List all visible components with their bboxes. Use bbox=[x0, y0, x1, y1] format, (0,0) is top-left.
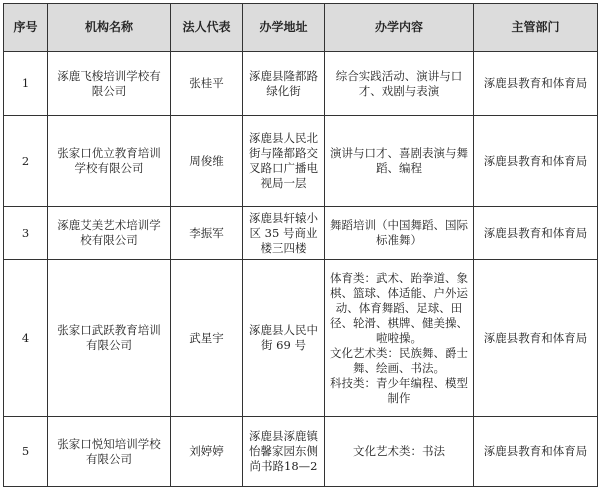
cell-school-content bbox=[325, 52, 474, 116]
content-line: 演讲与口才、喜剧表演与舞蹈、编程 bbox=[330, 146, 468, 175]
cell-supervising-department: 涿鹿县教育和体育局 bbox=[474, 52, 598, 116]
cell-school-content bbox=[325, 207, 474, 260]
cell-serial-number: 4 bbox=[4, 260, 48, 417]
content-line: 综合实践活动、演讲与口才、戏剧与表演 bbox=[335, 68, 463, 98]
cell-school-address: 涿鹿县轩辕小区 35 号商业楼三四楼 bbox=[243, 207, 325, 260]
table-row bbox=[4, 52, 598, 116]
cell-school-content bbox=[325, 260, 474, 417]
cell-legal-representative: 周俊维 bbox=[171, 116, 243, 207]
content-line: 舞蹈培训（中国舞蹈、国际标准舞） bbox=[330, 218, 468, 247]
table-row bbox=[4, 116, 598, 207]
table-row bbox=[4, 260, 598, 417]
content-line-tech: 科技类：青少年编程、模型制作 bbox=[330, 375, 468, 405]
cell-serial-number: 5 bbox=[4, 417, 48, 487]
header-school-address: 办学地址 bbox=[243, 4, 325, 52]
cell-institution-name: 张家口武跃教育培训有限公司 bbox=[48, 260, 171, 417]
cell-supervising-department: 涿鹿县教育和体育局 bbox=[474, 260, 598, 417]
cell-institution-name: 张家口悦知培训学校有限公司 bbox=[48, 417, 171, 487]
content-line: 文化艺术类：书法 bbox=[353, 444, 445, 458]
cell-legal-representative: 张桂平 bbox=[171, 52, 243, 116]
cell-serial-number: 2 bbox=[4, 116, 48, 207]
cell-serial-number: 3 bbox=[4, 207, 48, 260]
cell-institution-name: 涿鹿艾美艺术培训学校有限公司 bbox=[48, 207, 171, 260]
cell-school-address: 涿鹿县人民北街与隆都路交叉路口广播电视局一层 bbox=[243, 116, 325, 207]
school-registry-table bbox=[3, 3, 598, 487]
cell-school-address: 涿鹿县涿鹿镇怡馨家园东侧尚书路18—2 bbox=[243, 417, 325, 487]
cell-legal-representative: 武星宇 bbox=[171, 260, 243, 417]
table-header-row bbox=[4, 4, 598, 52]
cell-institution-name: 张家口优立教育培训学校有限公司 bbox=[48, 116, 171, 207]
header-supervising-department: 主管部门 bbox=[474, 4, 598, 52]
header-legal-representative: 法人代表 bbox=[171, 4, 243, 52]
cell-supervising-department: 涿鹿县教育和体育局 bbox=[474, 207, 598, 260]
table-row bbox=[4, 417, 598, 487]
cell-legal-representative: 刘婷婷 bbox=[171, 417, 243, 487]
cell-institution-name: 涿鹿飞梭培训学校有限公司 bbox=[48, 52, 171, 116]
header-institution-name: 机构名称 bbox=[48, 4, 171, 52]
cell-serial-number: 1 bbox=[4, 52, 48, 116]
cell-school-content bbox=[325, 116, 474, 207]
cell-legal-representative: 李振军 bbox=[171, 207, 243, 260]
content-line-arts: 文化艺术类：民族舞、爵士舞、绘画、书法。 bbox=[330, 345, 468, 375]
cell-supervising-department: 涿鹿县教育和体育局 bbox=[474, 417, 598, 487]
cell-school-address: 涿鹿县人民中街 69 号 bbox=[243, 260, 325, 417]
cell-school-address: 涿鹿县隆都路绿化街 bbox=[243, 52, 325, 116]
content-line-sports: 体育类：武术、跆拳道、象棋、篮球、体适能、户外运动、体育舞蹈、足球、田径、轮滑、棋牌、健美操、啦啦操。 bbox=[330, 270, 468, 345]
header-serial-number: 序号 bbox=[4, 4, 48, 52]
table-row bbox=[4, 207, 598, 260]
cell-school-content bbox=[325, 417, 474, 487]
header-school-content: 办学内容 bbox=[325, 4, 474, 52]
cell-supervising-department: 涿鹿县教育和体育局 bbox=[474, 116, 598, 207]
